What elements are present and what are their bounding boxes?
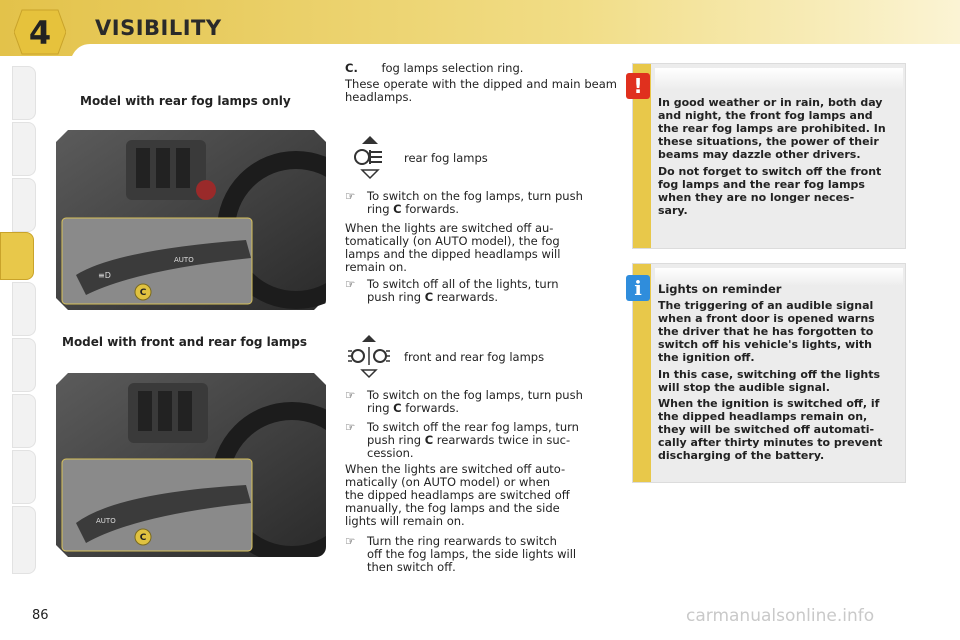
- chapter-number: 4: [28, 14, 52, 52]
- info-icon: i: [626, 275, 650, 301]
- rear-para: When the lights are switched off au- tomatically (on AUTO model), the fog lamps and the dipped headlamps will remain on.: [345, 221, 561, 274]
- front-rear-fog-lamp-icon: [346, 333, 392, 379]
- info-title: Lights on reminder: [658, 282, 782, 296]
- rear-fog-lamp-icon: [348, 134, 392, 180]
- side-tab-8[interactable]: [12, 450, 36, 504]
- info-p2: In this case, switching off the lights will stop the audible signal.: [658, 368, 881, 394]
- c-text: fog lamps selection ring.: [381, 61, 524, 75]
- side-tab-2[interactable]: [12, 122, 36, 176]
- warning-p1: In good weather or in rain, both day and night, the front fog lamps and the rear fog lamps are prohibited. In these situations, the power of their beams may dazzle other drivers.: [658, 96, 886, 161]
- heading-rear-only: Model with rear fog lamps only: [80, 94, 291, 108]
- pointer-icon: ☞: [345, 277, 356, 291]
- info-p1: The triggering of an audible signal when a front door is opened warns the driver that he has forgotten to switch off his vehicle's lights, with the ignition off.: [658, 299, 875, 364]
- intro-text: These operate with the dipped and main beam headlamps.: [345, 77, 617, 104]
- pointer-icon: ☞: [345, 388, 356, 402]
- pointer-icon: ☞: [345, 420, 356, 434]
- pointer-icon: ☞: [345, 189, 356, 203]
- svg-text:AUTO: AUTO: [96, 517, 116, 525]
- side-tab-1[interactable]: [12, 66, 36, 120]
- warning-icon: !: [626, 73, 650, 99]
- front-para: When the lights are switched off auto- matically (on AUTO model) or when the dipped headlamps are switched off manually, the fog lamps and the side lights will remain on.: [345, 462, 570, 528]
- side-tab-3[interactable]: [12, 178, 36, 232]
- front-rear-fog-label: front and rear fog lamps: [404, 350, 545, 364]
- side-tab-5[interactable]: [12, 282, 36, 336]
- warning-p2: Do not forget to switch off the front fog lamps and the rear fog lamps when they are no longer neces- sary.: [658, 165, 882, 217]
- c-definition: [345, 62, 523, 75]
- info-p3: When the ignition is switched off, if the dipped headlamps remain on, they will be switched off automati- cally after thirty minutes to prevent discharging of the battery.: [658, 397, 883, 462]
- ring-label-1: C: [139, 288, 147, 298]
- rear-fog-label: rear fog lamps: [404, 151, 488, 165]
- rear-bullet-2: ☞ To switch off all of the lights, turn push ring C rearwards.: [345, 277, 559, 304]
- page-number: 86: [32, 608, 49, 623]
- watermark: carmanualsonline.info: [686, 606, 875, 626]
- svg-text:≡D: ≡D: [98, 271, 111, 280]
- side-tab-active[interactable]: [0, 232, 34, 280]
- page-title: VISIBILITY: [95, 16, 222, 40]
- c-label: C.: [345, 61, 358, 75]
- side-tab-9[interactable]: [12, 506, 36, 574]
- side-tab-6[interactable]: [12, 338, 36, 392]
- side-tab-7[interactable]: [12, 394, 36, 448]
- pointer-icon: ☞: [345, 534, 356, 548]
- front-bullet-3: ☞ Turn the ring rearwards to switch off the fog lamps, the side lights will then switch off.: [345, 534, 577, 574]
- stalk-photo-rear: [56, 130, 326, 310]
- rear-bullet-1: ☞ To switch on the fog lamps, turn push ring C forwards.: [345, 189, 583, 216]
- svg-text:AUTO: AUTO: [174, 256, 194, 264]
- front-bullet-2: ☞ To switch off the rear fog lamps, turn push ring C rearwards twice in suc- cession.: [345, 420, 579, 460]
- front-bullet-1: ☞ To switch on the fog lamps, turn push ring C forwards.: [345, 388, 583, 415]
- ring-label-2: C: [139, 533, 147, 543]
- stalk-photo-front-rear: [56, 373, 326, 557]
- heading-front-rear: Model with front and rear fog lamps: [62, 335, 308, 349]
